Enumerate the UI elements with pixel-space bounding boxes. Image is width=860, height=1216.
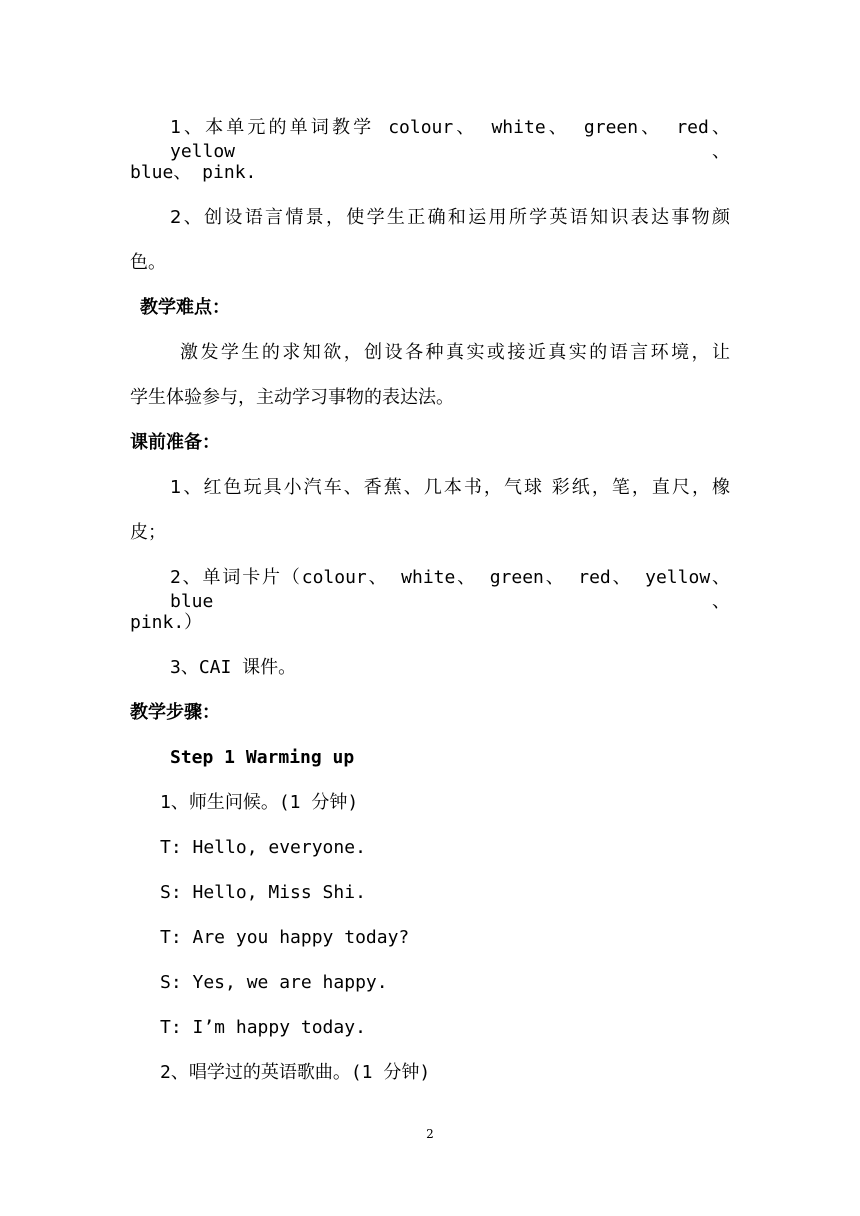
difficulty-line2: 学生体验参与，主动学习事物的表达法。 [130,387,454,408]
step1-title: Step 1 Warming up [170,747,355,768]
focus-item-2-line2: 色。 [130,252,166,273]
focus-item-1-line2: blue、 pink. [130,162,257,183]
preparation-item-3: 3、CAI 课件。 [170,657,297,678]
difficulty-line1: 激发学生的求知欲，创设各种真实或接近真实的语言环境，让 [180,342,730,363]
dialogue-line-3: T: Are you happy today? [160,927,410,948]
preparation-item-1-line2: 皮； [130,522,166,543]
preparation-item-1-line1: 1、红色玩具小汽车、香蕉、几本书，气球 彩纸，笔，直尺，橡 [170,477,730,498]
dialogue-line-4: S: Yes, we are happy. [160,972,388,993]
dialogue-line-5: T: I’m happy today. [160,1017,366,1038]
difficulty-heading: 教学难点： [140,297,230,318]
focus-item-2-line1: 2、创设语言情景，使学生正确和运用所学英语知识表达事物颜 [170,207,730,228]
song-item: 2、唱学过的英语歌曲。(1 分钟) [160,1062,431,1083]
preparation-heading: 课前准备： [130,432,220,453]
preparation-item-2-line2: pink.） [130,612,203,633]
steps-heading: 教学步骤： [130,702,220,723]
dialogue-line-1: T: Hello, everyone. [160,837,366,858]
page-number: 2 [426,1127,434,1141]
preparation-item-2-line1: 2、单词卡片（colour、 white、 green、 red、 yellow、 blue、 [170,567,730,612]
focus-item-1-line1: 1、本单元的单词教学 colour、 white、 green、 red、 yellow、 [170,117,730,162]
greeting-item: 1、师生问候。(1 分钟) [160,792,359,813]
dialogue-line-2: S: Hello, Miss Shi. [160,882,366,903]
